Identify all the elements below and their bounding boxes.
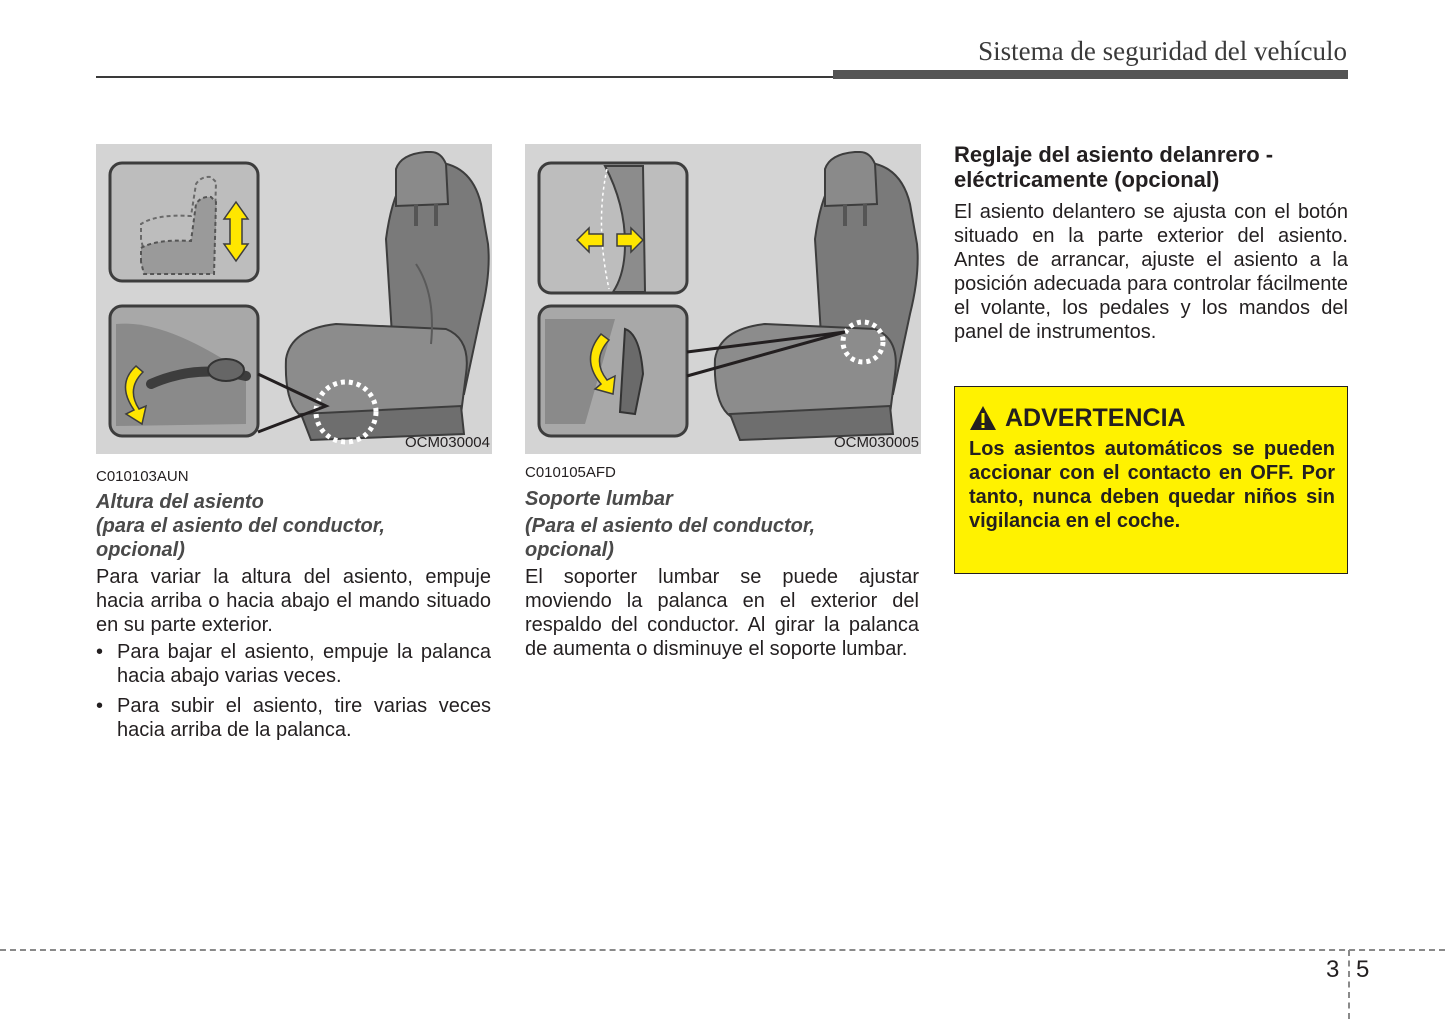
footer-vertical-divider bbox=[1348, 950, 1350, 1019]
warning-box bbox=[954, 386, 1348, 574]
subtitle-line: opcional) bbox=[525, 539, 614, 561]
list-item-text: Para subir el asiento, tire varias veces hacia arriba de la palanca. bbox=[117, 695, 491, 741]
seat-position-inset bbox=[110, 163, 258, 281]
list-item-text: Para bajar el asiento, empuje la palanca hacia abajo varias veces. bbox=[117, 641, 491, 687]
figure-code: OCM030005 bbox=[833, 434, 919, 451]
bullet-dot-icon: • bbox=[96, 641, 104, 663]
lever-detail-inset bbox=[110, 306, 258, 436]
lumbar-top-inset bbox=[539, 163, 687, 293]
warning-heading-text: ADVERTENCIA bbox=[1005, 404, 1186, 432]
chapter-number: 3 bbox=[1326, 956, 1340, 983]
subtitle-line: Altura del asiento bbox=[96, 491, 264, 513]
seat-illustration bbox=[286, 152, 489, 440]
subtitle-line: opcional) bbox=[96, 539, 185, 561]
warning-triangle-icon bbox=[969, 405, 997, 431]
seat-illustration bbox=[715, 152, 918, 440]
section-code: C010105AFD bbox=[525, 464, 616, 481]
list-item bbox=[96, 694, 491, 742]
warning-heading bbox=[969, 403, 1186, 433]
title-line: eléctricamente (opcional) bbox=[954, 167, 1220, 192]
header-rule-thin bbox=[96, 76, 833, 78]
section-body: El soporter lumbar se puede ajustar moviendo la palanca en el exterior del respaldo del conductor. Al girar la palanca de aumenta o disminuye el soporte lumbar. bbox=[525, 566, 919, 660]
bullet-list bbox=[96, 640, 491, 748]
section-body: El asiento delantero se ajusta con el botón situado en la parte exterior del asiento. Antes de arrancar, ajuste el asiento a la posición adecuada para controlar fácilmente el volante, los pedales y los mandos del panel de instrumentos. bbox=[954, 201, 1348, 343]
footer-divider bbox=[0, 949, 1445, 951]
warning-text: Los asientos automáticos se pueden accionar con el contacto en OFF. Por tanto, nunca deben quedar niños sin vigilancia en el coche. bbox=[969, 438, 1335, 532]
section-subtitle bbox=[525, 487, 921, 562]
bullet-dot-icon: • bbox=[96, 695, 104, 717]
subtitle-line: Soporte lumbar bbox=[525, 488, 673, 510]
lumbar-lever-inset bbox=[539, 306, 687, 436]
page-header-title: Sistema de seguridad del vehículo bbox=[978, 36, 1347, 66]
title-line: Reglaje del asiento delanrero - bbox=[954, 142, 1274, 167]
section-code: C010103AUN bbox=[96, 468, 189, 485]
seat-height-figure bbox=[96, 144, 492, 454]
page-number: 5 bbox=[1356, 956, 1370, 983]
section-subtitle bbox=[96, 490, 492, 562]
section-title bbox=[954, 142, 1348, 192]
list-item bbox=[96, 640, 491, 688]
section-body: Para variar la altura del asiento, empuje hacia arriba o hacia abajo el mando situado en su parte exterior. bbox=[96, 566, 491, 636]
header-rule-thick bbox=[833, 70, 1348, 79]
subtitle-line: (para el asiento del conductor, bbox=[96, 515, 385, 537]
lumbar-support-figure bbox=[525, 144, 921, 454]
subtitle-line: (Para el asiento del conductor, bbox=[525, 515, 816, 537]
figure-code: OCM030004 bbox=[404, 434, 490, 451]
